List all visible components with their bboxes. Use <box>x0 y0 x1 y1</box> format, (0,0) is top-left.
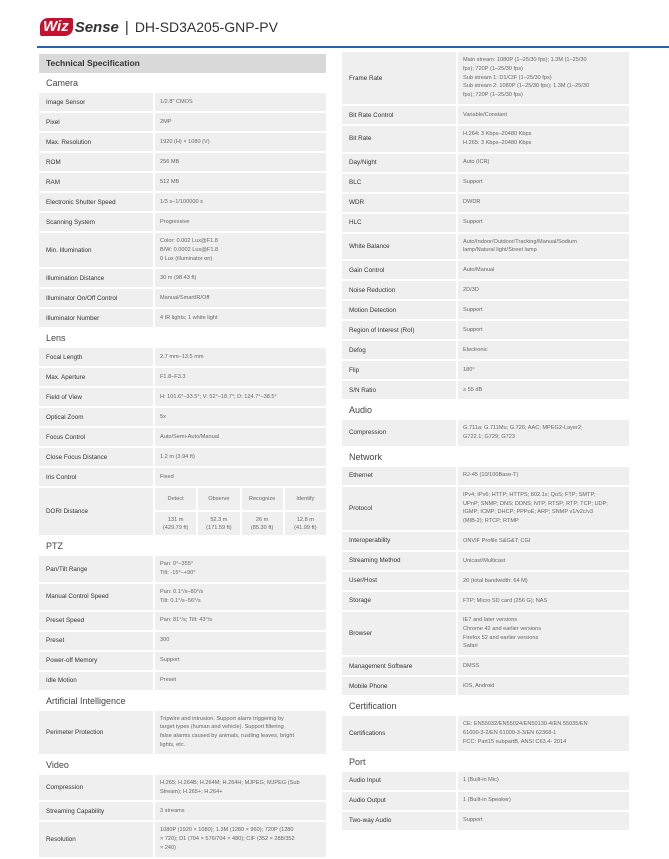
spec-value-line: Safari <box>463 643 478 650</box>
dori-value-line: (171.59 ft) <box>206 524 232 531</box>
spec-value <box>458 792 629 810</box>
spec-value <box>458 234 629 260</box>
spec-value-line: B/W: 0.0002 Lux@F1.8 <box>160 246 219 253</box>
section-heading: Certification <box>349 701 397 712</box>
spec-value <box>155 133 326 151</box>
header-separator: | <box>124 18 129 36</box>
spec-value-line: 1 (Built-in Mic) <box>463 777 499 784</box>
spec-label: DORI Distance <box>39 488 153 535</box>
spec-row <box>342 154 629 172</box>
spec-label: Image Sensor <box>39 93 153 111</box>
spec-value <box>458 772 629 790</box>
spec-row <box>342 612 629 655</box>
spec-value-line: 256 MB <box>160 158 180 165</box>
spec-value <box>458 214 629 232</box>
spec-value <box>458 126 629 152</box>
spec-value-line: Pan: 0°–355° <box>160 561 194 568</box>
spec-row <box>39 269 326 287</box>
spec-value <box>155 556 326 582</box>
spec-label: Region of Interest (RoI) <box>342 321 456 339</box>
dori-header: Observe <box>198 488 239 510</box>
spec-label: Optical Zoom <box>39 408 153 426</box>
spec-value-line: Electronic <box>463 346 488 353</box>
spec-label: RAM <box>39 173 153 191</box>
spec-value-line: × 240) <box>160 844 177 851</box>
spec-row <box>39 153 326 171</box>
spec-value <box>155 289 326 307</box>
spec-value-line: 512 MB <box>160 178 180 185</box>
spec-label: Close Focus Distance <box>39 448 153 466</box>
spec-value-line: G.711a; G.711Mu; G.726; AAC; MPEG2-Layer2; <box>463 425 583 432</box>
spec-value-line: Support <box>463 179 483 186</box>
spec-value-line: 30 m (98.43 ft) <box>160 274 197 281</box>
spec-value-line: 61000-3-2/EN 61000-3-3/EN 62368-1 <box>463 729 557 736</box>
spec-label: Flip <box>342 361 456 379</box>
right-column <box>342 52 629 832</box>
spec-row <box>342 341 629 359</box>
spec-value <box>458 194 629 212</box>
spec-value-line: Support <box>463 326 483 333</box>
spec-label: Storage <box>342 592 456 610</box>
dori-value-line: (85.30 ft) <box>250 524 274 531</box>
spec-row <box>342 281 629 299</box>
spec-value <box>458 361 629 379</box>
spec-value <box>155 584 326 610</box>
spec-value-line: Firefox 52 and earlier versions <box>463 634 539 641</box>
spec-value <box>458 467 629 485</box>
spec-row <box>342 772 629 790</box>
spec-value <box>155 775 326 801</box>
spec-label: Motion Detection <box>342 301 456 319</box>
spec-value-line: DWDR <box>463 199 481 206</box>
spec-value <box>155 153 326 171</box>
spec-label: Preset <box>39 632 153 650</box>
spec-label: Frame Rate <box>342 52 456 104</box>
spec-value-line: 300 <box>160 637 170 644</box>
spec-value-line: FTP; Micro SD card (256 G); NAS <box>463 597 548 604</box>
spec-value <box>458 812 629 830</box>
spec-row <box>39 802 326 820</box>
dori-value <box>198 512 239 535</box>
spec-label: User/Host <box>342 572 456 590</box>
spec-value-line: H: 101.6°–33.5°; V: 52°–18.7°; D: 124.7°–38.5° <box>160 393 277 400</box>
spec-row <box>342 716 629 750</box>
spec-row <box>342 792 629 810</box>
spec-value-line: Unicast/Multicast <box>463 557 506 564</box>
dori-value-line: (41.99 ft) <box>294 524 317 531</box>
spec-label: Perimeter Protection <box>39 711 153 754</box>
spec-value-line: Fixed <box>160 473 174 480</box>
spec-row <box>39 408 326 426</box>
spec-value-line: Preset <box>160 677 177 684</box>
dori-header: Detect <box>155 488 196 510</box>
spec-value-line: Chrome 42 and earlier versions <box>463 625 542 632</box>
spec-value-line: H.265; H.264B; H.264M; H.264H; MJPEG; MJPEG (Sub <box>160 779 300 786</box>
spec-row <box>342 194 629 212</box>
spec-value-line: 2.7 mm–13.5 mm <box>160 353 204 360</box>
spec-value <box>155 428 326 446</box>
spec-row <box>342 677 629 695</box>
spec-value <box>458 52 629 104</box>
spec-value-line: ONVIF Profile S&G&T; CGI <box>463 537 531 544</box>
spec-row <box>39 368 326 386</box>
spec-value-line: 3 streams <box>160 807 185 814</box>
spec-row <box>39 584 326 610</box>
spec-value-line: Manual/SmartIR/Off <box>160 294 210 301</box>
spec-label: WDR <box>342 194 456 212</box>
spec-row <box>342 52 629 104</box>
header <box>40 16 278 38</box>
spec-value-line: 1080P (1920 × 1080); 1.3M (1280 × 960); 720P (1280 <box>160 827 294 834</box>
spec-value <box>458 552 629 570</box>
spec-value <box>155 711 326 754</box>
spec-label: Management Software <box>342 657 456 675</box>
spec-row <box>342 381 629 399</box>
spec-label: Manual Control Speed <box>39 584 153 610</box>
spec-label: Audio Input <box>342 772 456 790</box>
spec-row <box>39 388 326 406</box>
spec-value-line: Sub stream 2: 1080P (1–25/30 fps); 1.3M (1–25/30 <box>463 83 590 90</box>
spec-value-line: Tilt: -15°–+90° <box>160 570 196 577</box>
spec-row <box>39 612 326 630</box>
spec-row <box>39 133 326 151</box>
spec-row <box>39 193 326 211</box>
spec-row <box>39 556 326 582</box>
spec-value-line: Support <box>463 817 483 824</box>
section-heading: Network <box>349 451 383 462</box>
spec-value <box>458 174 629 192</box>
spec-value <box>458 301 629 319</box>
spec-value-line: IGMP; ICMP; DHCP; PPPoE; ARP; SNMP v1/v2c/v3 <box>463 509 594 516</box>
spec-value-line: iOS, Android <box>463 682 495 689</box>
spec-value <box>155 173 326 191</box>
spec-label: Ethernet <box>342 467 456 485</box>
section-heading: Lens <box>46 333 66 344</box>
spec-value-line: 1920 (H) × 1080 (V) <box>160 138 210 145</box>
spec-row <box>39 113 326 131</box>
spec-value-line: H.264: 3 Kbps–20480 Kbps <box>463 131 532 137</box>
spec-label: Illuminator On/Off Control <box>39 289 153 307</box>
spec-value-line: 1/2.8" CMOS <box>160 98 193 105</box>
spec-value-line: CE: EN55032/EN55024/EN50130-4/EN 55035/EN <box>463 721 588 728</box>
spec-row <box>342 657 629 675</box>
spec-value-line: RJ-45 (10/100Base-T) <box>463 472 519 479</box>
section-heading: PTZ <box>46 541 63 552</box>
spec-label: Illumination Distance <box>39 269 153 287</box>
spec-value-line: Sub stream 1: D1/CIF (1–25/30 fps) <box>463 74 552 81</box>
spec-row <box>342 592 629 610</box>
spec-value-line: 1 (Built-in Speaker) <box>463 797 511 804</box>
spec-value-line: Support <box>160 657 180 664</box>
spec-label: Bit Rate <box>342 126 456 152</box>
spec-label: Illuminator Number <box>39 309 153 327</box>
spec-value-line: IE7 and later versions <box>463 616 518 623</box>
spec-label: Compression <box>342 420 456 446</box>
spec-row <box>342 126 629 152</box>
spec-row <box>39 775 326 801</box>
dori-value <box>285 512 326 535</box>
spec-label: Streaming Method <box>342 552 456 570</box>
spec-value <box>155 408 326 426</box>
spec-value-line: Auto (ICR) <box>463 159 490 166</box>
wizsense-logo: Wiz <box>40 18 73 36</box>
section-heading: Port <box>349 756 366 767</box>
spec-value-line: Color: 0.002 Lux@F1.8 <box>160 238 218 244</box>
wizsense-logo-text: Sense <box>74 18 119 36</box>
spec-value-line: FCC: Part15 subpartB, ANSI C63.4- 2014 <box>463 738 567 745</box>
spec-value <box>155 113 326 131</box>
spec-value-line: UPnP; SNMP; DNS; DDNS; NTP; RTSP; RTP; TCP; UDP; <box>463 500 608 507</box>
spec-label: BLC <box>342 174 456 192</box>
spec-value <box>155 632 326 650</box>
spec-label: Resolution <box>39 822 153 856</box>
spec-value-line: 5x <box>160 413 166 420</box>
spec-label: Protocol <box>342 487 456 530</box>
spec-label: Two-way Audio <box>342 812 456 830</box>
spec-value-line: lights, etc. <box>160 741 186 748</box>
spec-value-line: Stream); H.265+; H.264+ <box>160 788 223 795</box>
spec-value-line: DMSS <box>463 662 480 669</box>
spec-value <box>458 677 629 695</box>
section-heading: Audio <box>349 405 373 416</box>
spec-value-line: H.265: 3 Kbps–20480 Kbps <box>463 139 532 146</box>
spec-label: Max. Aperture <box>39 368 153 386</box>
spec-value-line: 0 Lux (illuminator on) <box>160 255 213 262</box>
dori-value-line: (429.79 ft) <box>162 524 189 531</box>
spec-value <box>458 420 629 446</box>
spec-value <box>155 193 326 211</box>
spec-value-line: G722.1; G729; G723 <box>463 433 515 440</box>
dori-value <box>242 512 283 535</box>
spec-label: S/N Ratio <box>342 381 456 399</box>
spec-value <box>155 213 326 231</box>
spec-label: Pan/Tilt Range <box>39 556 153 582</box>
spec-row <box>342 420 629 446</box>
spec-value <box>458 321 629 339</box>
dori-header: Identify <box>285 488 326 510</box>
spec-value <box>155 672 326 690</box>
spec-row <box>342 261 629 279</box>
spec-row <box>39 348 326 366</box>
spec-row <box>342 467 629 485</box>
spec-label: Min. Illumination <box>39 233 153 267</box>
dori-value-line: 12.8 m <box>296 516 314 523</box>
spec-value <box>155 448 326 466</box>
spec-row <box>39 93 326 111</box>
spec-label: Iris Control <box>39 468 153 486</box>
spec-label: Focal Length <box>39 348 153 366</box>
spec-value-line: 2D/3D <box>463 286 479 293</box>
spec-row <box>342 301 629 319</box>
spec-value-line: ≥ 55 dB <box>463 386 483 393</box>
section-heading: Camera <box>46 78 79 88</box>
section-heading: Artificial Intelligence <box>46 695 126 706</box>
spec-value <box>458 592 629 610</box>
spec-row <box>342 812 629 830</box>
spec-value-line: target types (human and vehicle). Support filtering <box>160 724 284 731</box>
spec-value-line: 1/3 s–1/100000 s <box>160 198 203 205</box>
spec-row <box>342 234 629 260</box>
spec-label: Noise Reduction <box>342 281 456 299</box>
spec-label: Browser <box>342 612 456 655</box>
spec-value <box>155 309 326 327</box>
spec-label: Field of View <box>39 388 153 406</box>
spec-row <box>342 174 629 192</box>
spec-value <box>155 652 326 670</box>
spec-value-line: 20 (total bandwidth: 64 M) <box>463 577 528 584</box>
spec-value <box>155 822 326 856</box>
spec-row <box>39 289 326 307</box>
spec-label: Preset Speed <box>39 612 153 630</box>
spec-label: Day/Night <box>342 154 456 172</box>
spec-title: Technical Specification <box>39 54 326 73</box>
spec-value <box>155 802 326 820</box>
spec-value-line: Variable/Constant <box>463 111 508 118</box>
spec-value <box>155 388 326 406</box>
spec-value-line: Support <box>463 219 483 226</box>
spec-row <box>39 173 326 191</box>
spec-value <box>458 612 629 655</box>
spec-label: HLC <box>342 214 456 232</box>
spec-row <box>342 361 629 379</box>
spec-row <box>39 652 326 670</box>
spec-row <box>39 213 326 231</box>
spec-row <box>342 321 629 339</box>
spec-value-line: Main stream: 1080P (1–25/30 fps); 1.3M (1–25/30 <box>463 57 587 63</box>
spec-value <box>458 106 629 124</box>
spec-value <box>155 233 326 267</box>
spec-value-line: fps); 720P (1–25/30 fps) <box>463 92 523 99</box>
spec-value <box>155 468 326 486</box>
spec-value <box>155 93 326 111</box>
spec-row <box>39 632 326 650</box>
spec-row <box>39 309 326 327</box>
spec-row <box>342 106 629 124</box>
spec-label: Bit Rate Control <box>342 106 456 124</box>
spec-value-line: Auto/Manual <box>463 266 495 273</box>
spec-row <box>39 428 326 446</box>
spec-row <box>39 822 326 856</box>
model-name: DH-SD3A205-GNP-PV <box>134 19 278 35</box>
spec-label: Scanning System <box>39 213 153 231</box>
spec-value-line: false alarms caused by animals, rustling leaves, bright <box>160 733 295 740</box>
spec-label: Streaming Capability <box>39 802 153 820</box>
spec-value-line: Auto/Semi-Auto/Manual <box>160 433 220 440</box>
spec-label: Max. Resolution <box>39 133 153 151</box>
spec-value-line: 1.2 m (3.94 ft) <box>160 453 195 460</box>
spec-label: Idle Motion <box>39 672 153 690</box>
spec-value-line: (MIB-2); RTCP; RTMP <box>463 518 519 525</box>
spec-label: Power-off Memory <box>39 652 153 670</box>
spec-value-line: 180° <box>463 366 475 373</box>
spec-value-line: Pan: 81°/s; Tilt: 43°/s <box>160 617 213 624</box>
spec-value <box>458 261 629 279</box>
spec-value <box>458 716 629 750</box>
spec-value <box>155 348 326 366</box>
spec-value <box>458 657 629 675</box>
spec-label: White Balance <box>342 234 456 260</box>
spec-value <box>458 341 629 359</box>
spec-label: Interoperability <box>342 532 456 550</box>
dori-table <box>155 488 326 535</box>
spec-value <box>155 368 326 386</box>
header-divider <box>37 46 669 48</box>
spec-label: Defog <box>342 341 456 359</box>
spec-value-line: 4 IR lights; 1 white light <box>160 314 218 321</box>
spec-value-line: fps); 720P (1–25/30 fps) <box>463 65 523 72</box>
spec-value <box>458 532 629 550</box>
spec-value <box>458 381 629 399</box>
spec-value-line: Tripwire and intrusion. Support alarm triggering by <box>160 715 284 722</box>
dori-value-line: 52.3 m <box>210 516 228 523</box>
spec-value <box>155 269 326 287</box>
spec-row <box>39 468 326 486</box>
spec-value-line: Progressive <box>160 218 190 225</box>
spec-row <box>39 233 326 267</box>
spec-row <box>342 572 629 590</box>
dori-value-line: 26 m <box>255 516 269 523</box>
spec-label: Focus Control <box>39 428 153 446</box>
spec-value <box>458 281 629 299</box>
dori-header: Recognize <box>242 488 283 510</box>
spec-label: Gain Control <box>342 261 456 279</box>
spec-value-line: F1.8–F3.3 <box>160 373 186 380</box>
spec-label: Mobile Phone <box>342 677 456 695</box>
dori-value-line: 131 m <box>167 516 184 523</box>
spec-row <box>39 488 326 535</box>
section-heading: Video <box>46 759 69 770</box>
left-column <box>39 54 326 859</box>
spec-row <box>39 711 326 754</box>
spec-value <box>155 612 326 630</box>
spec-label: Certifications <box>342 716 456 750</box>
spec-value-line: × 720); D1 (704 × 576/704 × 480); CIF (352 × 288/352 <box>160 836 295 843</box>
spec-value-line: IPv4; IPv6; HTTP; HTTPS; 802.1x; QoS; FTP; SMTP; <box>463 491 596 498</box>
spec-row <box>342 552 629 570</box>
spec-value-line: Pan: 0.1°/s–80°/s <box>160 588 204 595</box>
dori-value <box>155 512 196 535</box>
spec-value-line: Tilt: 0.1°/s–56°/s <box>160 597 201 604</box>
spec-label: Compression <box>39 775 153 801</box>
spec-value-line: lamp/Natural light/Street lamp <box>463 247 537 254</box>
spec-value <box>458 154 629 172</box>
spec-label: Audio Output <box>342 792 456 810</box>
spec-value-line: Auto/Indoor/Outdoor/Tracking/Manual/Sodium <box>463 238 577 245</box>
spec-value <box>458 487 629 530</box>
spec-value-line: 2MP <box>160 118 172 125</box>
spec-label: Pixel <box>39 113 153 131</box>
spec-row <box>39 672 326 690</box>
spec-row <box>39 448 326 466</box>
spec-value-line: Support <box>463 306 483 313</box>
spec-row <box>342 532 629 550</box>
spec-label: Electronic Shutter Speed <box>39 193 153 211</box>
spec-label: ROM <box>39 153 153 171</box>
spec-row <box>342 487 629 530</box>
spec-row <box>342 214 629 232</box>
spec-value <box>458 572 629 590</box>
